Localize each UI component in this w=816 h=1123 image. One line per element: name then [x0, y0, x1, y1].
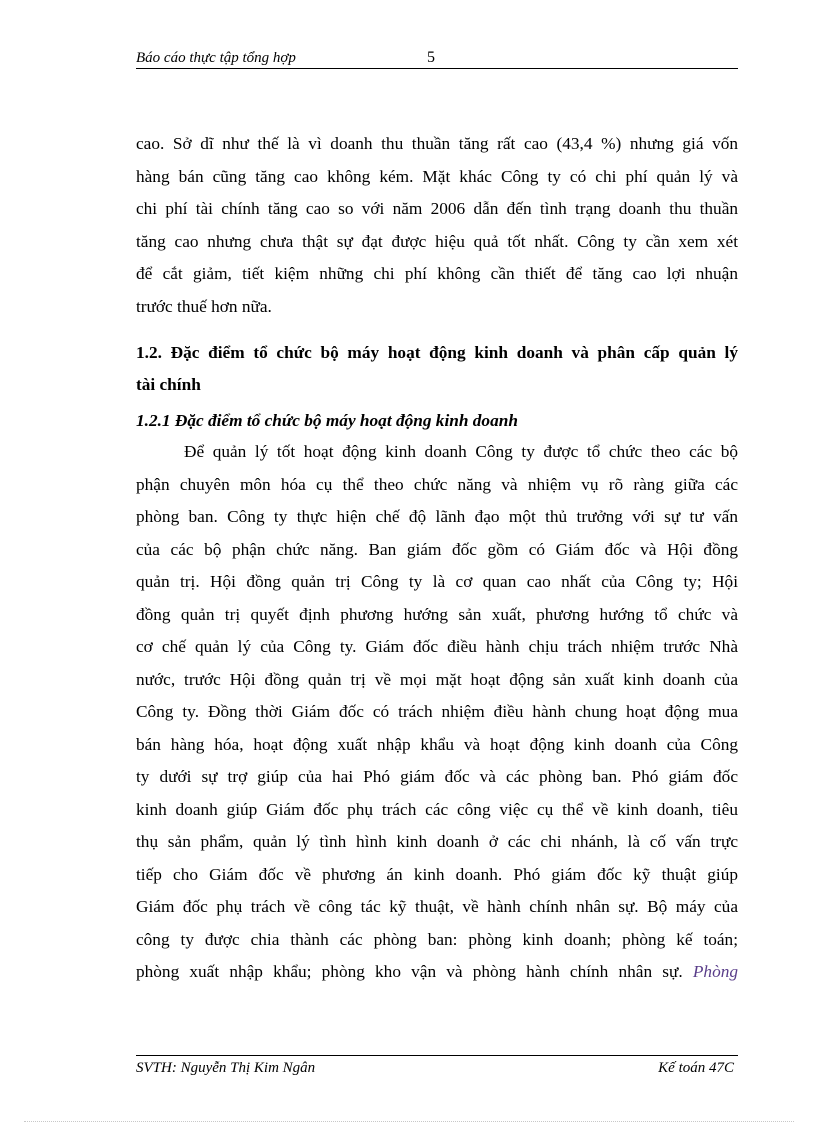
text-line: Công ty. Đồng thời Giám đốc có trách nhiệm điều hành chung hoạt động mua: [136, 702, 738, 721]
footer-class: Kế toán 47C: [658, 1060, 734, 1076]
text-line: để cắt giảm, tiết kiệm những chi phí không cần thiết để tăng cao lợi nhuận: [136, 264, 738, 283]
footer-author: SVTH: Nguyễn Thị Kim Ngân: [136, 1060, 316, 1076]
text-line: của các bộ phận chức năng. Ban giám đốc gồm có Giám đốc và Hội đồng: [136, 539, 738, 559]
section-heading-1-2: [136, 337, 738, 401]
text-line: công ty được chia thành các phòng ban: phòng kinh doanh; phòng kế toán;: [136, 929, 738, 949]
italic-continuation: Phòng: [692, 962, 738, 981]
page-header: [136, 48, 738, 69]
page-number: 5: [427, 49, 435, 66]
text-line: thụ sản phẩm, quản lý tình hình kinh doanh ở các chi nhánh, là cố vấn trực: [136, 832, 738, 851]
heading-line: 1.2. Đặc điểm tổ chức bộ máy hoạt động kinh doanh và phân cấp quản lý: [136, 343, 738, 362]
text-line: Giám đốc phụ trách về công tác kỹ thuật, về hành chính nhân sự. Bộ máy của: [136, 897, 738, 916]
text-line: bán hàng hóa, hoạt động xuất nhập khẩu và hoạt động kinh doanh của Công: [136, 734, 738, 754]
text-line: trước thuế hơn nữa.: [136, 296, 272, 316]
subsection-heading-1-2-1: 1.2.1 Đặc điểm tổ chức bộ máy hoạt động kinh doanh: [136, 411, 518, 430]
paragraph-profit-analysis: [136, 128, 738, 323]
heading-line: tài chính: [136, 375, 201, 394]
text-line: ty dưới sự trợ giúp của hai Phó giám đốc và các phòng ban. Phó giám đốc: [136, 767, 738, 786]
text-segment: phòng xuất nhập khẩu; phòng kho vận và phòng hành chính nhân sự.: [136, 962, 683, 981]
page-bottom-divider: [24, 1121, 794, 1122]
text-line: phận chuyên môn hóa cụ thể theo chức năng và nhiệm vụ rõ ràng giữa các: [136, 474, 738, 494]
text-line: nước, trước Hội đồng quản trị về mọi mặt hoạt động sản xuất kinh doanh của: [136, 669, 738, 689]
text-line: chi phí tài chính tăng cao so với năm 2006 dẫn đến tình trạng doanh thu thuần: [136, 199, 738, 218]
header-title: Báo cáo thực tập tổng hợp: [136, 50, 296, 66]
page-content: [136, 128, 738, 989]
text-line: Để quản lý tốt hoạt động kinh doanh Công ty được tổ chức theo các bộ: [184, 442, 738, 461]
text-line: tiếp cho Giám đốc về phương án kinh doanh. Phó giám đốc kỹ thuật giúp: [136, 864, 738, 884]
text-line-last: [136, 956, 738, 989]
text-line: cao. Sở dĩ như thế là vì doanh thu thuần tăng rất cao (43,4 %) nhưng giá vốn: [136, 134, 738, 153]
text-line: cơ chế quản lý của Công ty. Giám đốc điều hành chịu trách nhiệm trước Nhà: [136, 637, 738, 656]
paragraph-organization: [136, 436, 738, 989]
text-line: quản trị. Hội đồng quản trị Công ty là cơ quan cao nhất của Công ty; Hội: [136, 572, 738, 591]
page-footer: [136, 1055, 738, 1080]
text-line: tăng cao nhưng chưa thật sự đạt được hiệu quả tốt nhất. Công ty cần xem xét: [136, 231, 738, 251]
text-line: đồng quản trị quyết định phương hướng sản xuất, phương hướng tổ chức và: [136, 604, 738, 624]
text-line: kinh doanh giúp Giám đốc phụ trách các công việc cụ thể về kinh doanh, tiêu: [136, 799, 738, 819]
text-line: phòng ban. Công ty thực hiện chế độ lãnh đạo một thủ trưởng với sự tư vấn: [136, 507, 738, 526]
text-line: hàng bán cũng tăng cao không kém. Mặt khác Công ty có chi phí quản lý và: [136, 166, 738, 186]
